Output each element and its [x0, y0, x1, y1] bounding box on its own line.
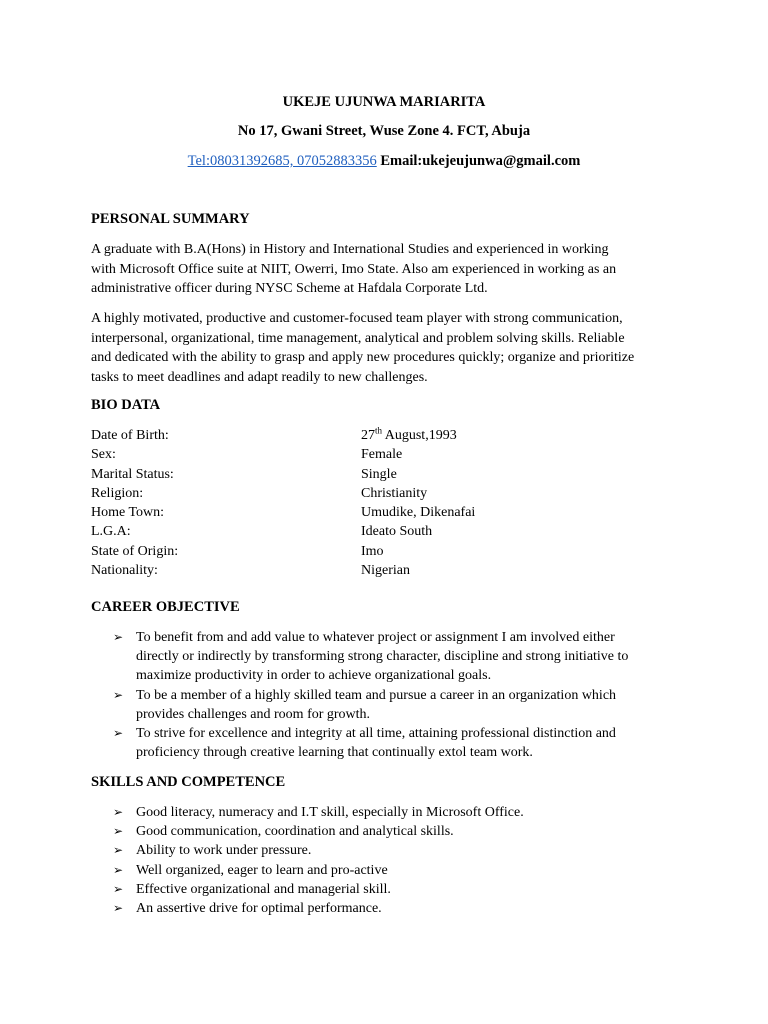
arrow-bullet-icon: ➢: [113, 630, 124, 644]
bio-label: Date of Birth:: [91, 428, 169, 443]
list-item-line: provides challenges and room for growth.: [136, 706, 371, 722]
arrow-bullet-icon: ➢: [113, 726, 124, 741]
bio-label: L.G.A:: [91, 524, 131, 540]
summary-line: interpersonal, organizational, time management, analytical and problem solving skills. Reliable: [91, 330, 625, 346]
dob-day: 27: [361, 428, 375, 443]
bio-row: [91, 445, 651, 464]
bio-value: Imo: [361, 543, 384, 559]
career-objective-list: [113, 628, 673, 762]
bio-data-heading: BIO DATA: [91, 397, 161, 413]
bio-value: Umudike, Dikenafai: [361, 505, 476, 521]
arrow-bullet-icon: ➢: [113, 805, 124, 819]
bio-row: [91, 484, 651, 503]
bio-row: [91, 503, 651, 522]
dob-suffix: th: [375, 425, 383, 436]
bio-value: Ideato South: [361, 524, 433, 540]
list-item: [113, 628, 673, 686]
summary-line: and dedicated with the ability to grasp and apply new procedures quickly; organize and prioritize: [91, 350, 635, 365]
bio-row-dob: [91, 426, 651, 445]
list-item: [113, 724, 673, 762]
summary-line: A graduate with B.A(Hons) in History and International Studies and experienced in working: [91, 242, 609, 257]
list-item-text: An assertive drive for optimal performance.: [136, 901, 382, 917]
arrow-bullet-icon: ➢: [113, 843, 124, 858]
list-item-line: maximize productivity in order to achieve organizational goals.: [136, 668, 492, 684]
career-objective-heading: CAREER OBJECTIVE: [91, 599, 240, 615]
list-item-text: Good communication, coordination and analytical skills.: [136, 824, 454, 840]
summary-line: A highly motivated, productive and customer-focused team player with strong communication,: [91, 311, 623, 326]
skills-list: [113, 803, 673, 918]
bio-data-table: [91, 426, 651, 580]
list-item-text: Ability to work under pressure.: [136, 843, 312, 859]
list-item-line: proficiency through creative learning that continually extol team work.: [136, 745, 533, 761]
bio-row: [91, 561, 651, 580]
list-item-line: To strive for excellence and integrity at all time, attaining professional distinction and: [136, 726, 616, 742]
summary-paragraph-1: [91, 240, 691, 299]
list-item-text: Well organized, eager to learn and pro-active: [136, 862, 388, 878]
bio-value: [361, 426, 457, 445]
bio-value: Single: [361, 466, 397, 482]
bio-value: Nigerian: [361, 563, 410, 579]
list-item-line: To benefit from and add value to whatever project or assignment I am involved either: [136, 630, 615, 645]
bio-value: Christianity: [361, 485, 428, 501]
arrow-bullet-icon: ➢: [113, 881, 124, 896]
phone-link[interactable]: Tel:08031392685, 07052883356: [187, 153, 377, 169]
summary-paragraph-2: [91, 309, 691, 387]
bio-label: Marital Status:: [91, 466, 174, 482]
bio-label: Home Town:: [91, 505, 165, 521]
summary-line: administrative officer during NYSC Scheme at Hafdala Corporate Ltd.: [91, 281, 488, 296]
list-item: [113, 686, 673, 724]
skills-heading: SKILLS AND COMPETENCE: [91, 774, 286, 790]
dob-rest: August,1993: [382, 428, 457, 443]
bio-row: [91, 522, 651, 541]
list-item-text: Good literacy, numeracy and I.T skill, especially in Microsoft Office.: [136, 805, 524, 820]
summary-line: tasks to meet deadlines and adapt readily to new challenges.: [91, 369, 428, 385]
bio-row: [91, 542, 651, 561]
bio-label: Sex:: [91, 447, 116, 463]
bio-label: Religion:: [91, 485, 144, 501]
bio-row: [91, 465, 651, 484]
list-item-line: directly or indirectly by transforming strong character, discipline and strong initiative to: [136, 649, 629, 665]
list-item-text: Effective organizational and managerial skill.: [136, 881, 391, 897]
arrow-bullet-icon: ➢: [113, 901, 124, 916]
bio-label: Nationality:: [91, 563, 158, 579]
applicant-address: No 17, Gwani Street, Wuse Zone 4. FCT, Abuja: [237, 123, 531, 139]
list-item: [113, 899, 673, 918]
email-text: Email:ukejeujunwa@gmail.com: [376, 153, 581, 169]
arrow-bullet-icon: ➢: [113, 862, 124, 877]
list-item: [113, 880, 673, 899]
arrow-bullet-icon: ➢: [113, 687, 124, 702]
bio-value: Female: [361, 447, 403, 463]
list-item: [113, 822, 673, 841]
bio-label: State of Origin:: [91, 543, 179, 559]
arrow-bullet-icon: ➢: [113, 824, 124, 839]
list-item: [113, 841, 673, 860]
list-item-line: To be a member of a highly skilled team and pursue a career in an organization which: [136, 687, 617, 703]
personal-summary-heading: PERSONAL SUMMARY: [91, 211, 250, 227]
contact-line: [0, 153, 768, 170]
list-item: [113, 803, 673, 822]
applicant-name: UKEJE UJUNWA MARIARITA: [282, 94, 486, 110]
summary-line: with Microsoft Office suite at NIIT, Owerri, Imo State. Also am experienced in working as an: [91, 261, 617, 277]
list-item: [113, 861, 673, 880]
